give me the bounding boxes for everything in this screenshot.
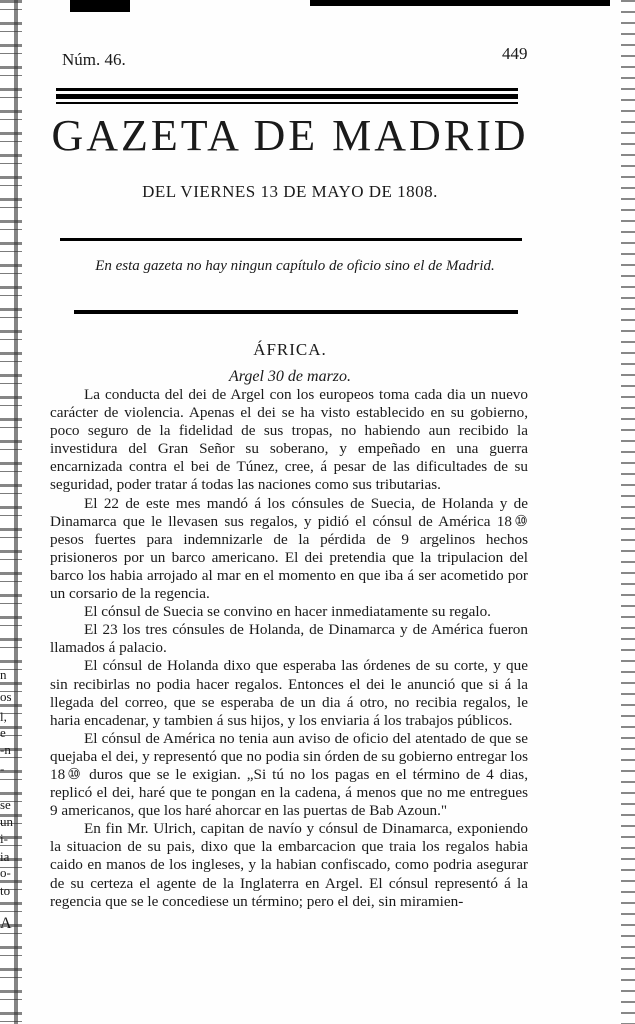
notice-rule [74,310,518,314]
margin-fragment: i- [0,831,8,846]
margin-fragment: e [0,725,6,740]
article-body [50,386,528,911]
page-number: 449 [502,44,528,63]
paragraph: El cónsul de Holanda dixo que esperaba las órdenes de su corte, y que sin recibirlas no podia hacer regalos. Entonces el dei le anunció que si á la llegada del correo, que se esperaba de un dia á otro, no recibia regalos, le haria encadenar, y tambien á sus hijos, y los enviaria á los trabajos públicos. [50,657,528,729]
issue-date: DEL VIERNES 13 DE MAYO DE 1808. [142,182,438,201]
margin-fragment: ia [0,849,10,864]
newspaper-title: GAZETA DE MADRID [51,111,529,160]
right-page-edge [621,0,635,1024]
margin-fragment: A [0,915,12,932]
left-page-fold [14,0,18,1024]
paragraph: El cónsul de Suecia se convino en hacer inmediatamente su regalo. [84,603,491,621]
paragraph: El 22 de este mes mandó á los cónsules de Suecia, de Holanda y de Dinamarca que le llevasen sus regalos, y pidió el cónsul de América 18⑩ pesos fuertes para indemnizarle de la pérdida de 9 argelinos hechos prisioneros por un barco americano. El dei pretendia que la tripulacion del barco los habia arrojado al mar en el momento en que iba á ser acometido por un corsario de la regencia. [50,494,528,603]
header-rule [56,102,518,104]
margin-fragment: to [0,883,11,898]
margin-fragment: l, [0,709,7,724]
margin-fragment: -n [0,742,11,757]
margin-fragment: n [0,667,7,682]
header-rule [56,88,518,91]
margin-fragment: - [0,761,5,776]
margin-fragment: o- [0,865,11,880]
paragraph: El 23 los tres cónsules de Holanda, de Dinamarca y de América fueron llamados á palacio. [50,621,528,657]
paragraph: La conducta del dei de Argel con los europeos toma cada dia un nuevo carácter de violencia. Apenas el dei se ha visto establecido en su gobierno, poco seguro de la fidelidad de sus tropas, no habiendo aun recibido la investidura del Gran Señor su soberano, y empeñado en una guerra encarnizada contra el bei de Túnez, cree, á pesar de las dificultades de su seguridad, poder tratar á todas las naciones como sus tributarias. [50,386,528,494]
paragraph: El cónsul de América no tenia aun aviso de oficio del atentado de que se quejaba el dei, y representó que no podia sin órden de su gobierno entregar los 18⑩ duros que se le exigian. „Si tú no los pagas en el término de 4 dias, replicó el dei, haré que te pongan en la cadena, á menos que no me entregues 9 americanos, que los haré ahorcar en las puertas de Bab Azoun." [50,729,528,820]
paragraph: En fin Mr. Ulrich, capitan de navío y cónsul de Dinamarca, exponiendo la situacion de su pais, dixo que la embarcacion que traia los regalos habia caido en manos de los ingleses, y la habian confiscado, como podria asegurar de su certeza el agente de la Inglaterra en Argel. El cónsul representó á la regencia que se le concediese un término; pero el dei, sin miramien- [50,820,528,910]
dateline: Argel 30 de marzo. [228,368,352,385]
margin-fragment: os [0,689,12,704]
header-rule [56,94,518,99]
margin-fragment: se [0,797,11,812]
official-notice: En esta gazeta no hay ningun capítulo de oficio sino el de Madrid. [95,258,495,274]
scan-smudge [310,0,610,6]
date-rule [60,238,522,241]
issue-number: Núm. 46. [62,50,126,69]
section-heading: ÁFRICA. [253,340,327,359]
margin-fragment: un [0,814,13,829]
scan-smudge [70,0,130,12]
